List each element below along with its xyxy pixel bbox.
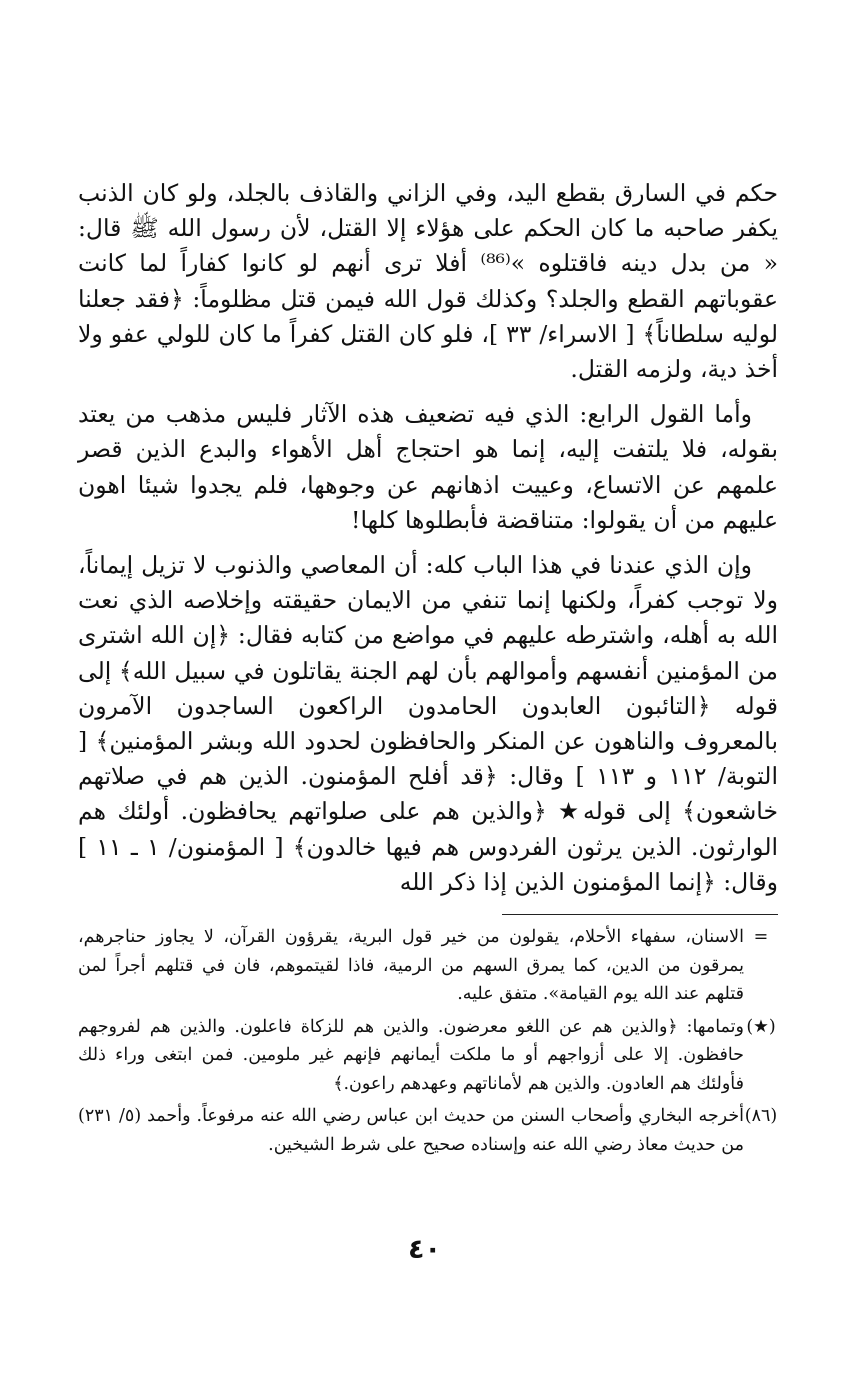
footnote-marker: (★)	[746, 1016, 776, 1037]
footnote-text: الاسنان، سفهاء الأحلام، يقولون من خير قول البرية، يقرؤون القرآن، لا يجاوز حناجرهم، يمرقون من الدين، كما يمرق السهم من الرمية، فاذا لقيتموهم، فان في قتلهم أجراً لمن قتلهم عند الله يوم القيامة». متفق عليه.	[78, 927, 744, 1005]
footnote-marker: =	[753, 927, 769, 948]
footnote	[78, 1013, 778, 1099]
page-content	[78, 176, 778, 1163]
footnote	[78, 923, 778, 1009]
page-number: ٤٠	[408, 1234, 441, 1265]
footnote-text: وتمامها: ﴿والذين هم عن اللغو معرضون. والذين هم للزكاة فاعلون. والذين هم لفروجهم حافظون. إلا على أزواجهم أو ما ملكت أيمانهم فإنهم غير ملومين. فمن ابتغى وراء ذلك فأولئك هم العادون. والذين هم لأماناتهم وعهدهم راعون.﴾	[78, 1016, 744, 1094]
footnote-marker: (٨٦)	[744, 1106, 778, 1127]
body-paragraph: حكم في السارق بقطع اليد، وفي الزاني والقاذف بالجلد، ولو كان الذنب يكفر صاحبه ما كان الحكم على هؤلاء إلا القتل، لأن رسول الله ﷺ قال: « من بدل دينه فاقتلوه »⁽⁸⁶⁾ أفلا ترى أنهم لو كانوا كفاراً لما كانت عقوباتهم القطع والجلد؟ وكذلك قول الله فيمن قتل مظلوماً: ﴿فقد جعلنا لوليه سلطاناً﴾ [ الاسراء/ ٣٣ ]، فلو كان القتل كفراً ما كان للولي عفو ولا أخذ دية، ولزمه القتل.	[78, 179, 778, 384]
body-paragraph: وأما القول الرابع: الذي فيه تضعيف هذه الآثار فليس مذهب من يعتد بقوله، فلا يلتفت إليه، إنما هو احتجاج أهل الأهواء والبدع الذين قصر علمهم عن الاتساع، وعييت اذهانهم عن وجوهها، فلم يجدوا شيئا اهون عليهم من أن يقولوا: متناقضة فأبطلوها كلها!	[78, 400, 778, 534]
footnote-text: أخرجه البخاري وأصحاب السنن من حديث ابن عباس رضي الله عنه مرفوعاً. وأحمد (٥/ ٢٣١) من حديث معاذ رضي الله عنه وإسناده صحيح على شرط الشيخين.	[78, 1106, 744, 1155]
body-paragraph: وإن الذي عندنا في هذا الباب كله: أن المعاصي والذنوب لا تزيل إيماناً، ولا توجب كفراً، ولكنها إنما تنفي من الايمان حقيقته وإخلاصه الذي نعت الله به أهله، واشترطه عليهم في مواضع من كتابه فقال: ﴿إن الله اشترى من المؤمنين أنفسهم وأموالهم بأن لهم الجنة يقاتلون في سبيل الله﴾ إلى قوله ﴿التائبون العابدون الحامدون الراكعون الساجدون الآمرون بالمعروف والناهون عن المنكر والحافظون لحدود الله وبشر المؤمنين﴾ [ التوبة/ ١١٢ و ١١٣ ] وقال: ﴿قد أفلح المؤمنون. الذين هم في صلاتهم خاشعون﴾ إلى قوله★ ﴿والذين هم على صلواتهم يحافظون. أولئك هم الوارثون. الذين يرثون الفردوس هم فيها خالدون﴾ [ المؤمنون/ ١ ـ ١١ ] وقال: ﴿إنما المؤمنون الذين إذا ذكر الله	[78, 551, 779, 896]
footnote-separator	[502, 914, 778, 915]
footnote	[78, 1102, 778, 1159]
